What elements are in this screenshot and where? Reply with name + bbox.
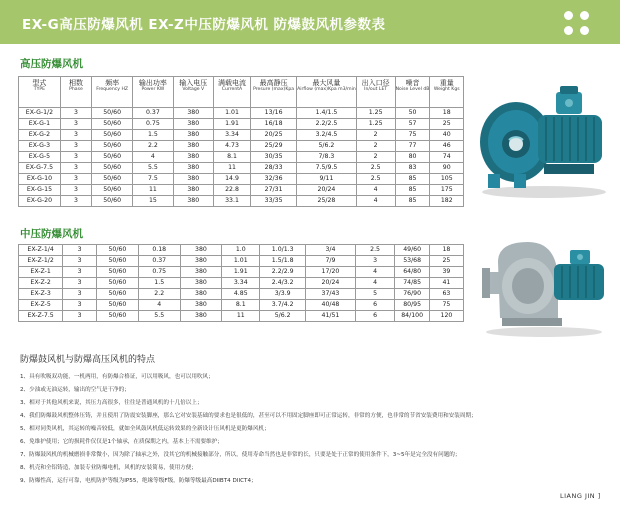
table-row: [19, 152, 464, 163]
table-cell: EX-G-20: [19, 196, 61, 207]
table-cell: 5/6.2: [260, 311, 306, 322]
table-row: [19, 278, 464, 289]
table-row: [19, 289, 464, 300]
table-cell: EX-G-3: [19, 141, 61, 152]
table-cell: 1.01: [222, 256, 260, 267]
table-cell: 380: [180, 256, 222, 267]
table-cell: 25/28: [297, 196, 357, 207]
mid-pressure-blower-image: [478, 232, 610, 338]
table-cell: 8.1: [222, 300, 260, 311]
table-cell: 3: [63, 311, 97, 322]
table-cell: 85: [395, 174, 430, 185]
table-cell: 7.5/9.5: [297, 163, 357, 174]
table-cell: 3: [63, 267, 97, 278]
table-cell: 380: [173, 163, 213, 174]
table-cell: 80/95: [395, 300, 429, 311]
table-cell: 3: [63, 278, 97, 289]
feature-item: 9、防爆性高，运行可靠，电机防护等级为IP55，绝缘等级F级，防爆等级最高DIIBT4 DIICT4；: [20, 478, 257, 484]
table-cell: 380: [173, 130, 213, 141]
table-cell: 380: [180, 278, 222, 289]
table-cell: 74: [430, 152, 464, 163]
feature-item: 5、相对同类风机，其运转的噪音较低，就如全风鼓风机低运转效果的全新设计压风机是更防爆风机；: [20, 426, 270, 432]
column-header-cn: 相数: [68, 79, 83, 87]
column-header: [92, 77, 133, 108]
table-cell: 380: [180, 245, 222, 256]
table-cell: 90: [430, 163, 464, 174]
table-cell: 75: [395, 130, 430, 141]
column-header-en: Frequency HZ: [96, 87, 129, 92]
table-cell: 4: [356, 185, 395, 196]
feature-item: 2、少油或无油运转，输出的空气是干净的；: [20, 387, 130, 393]
column-header: [19, 77, 61, 108]
table-cell: 3: [63, 289, 97, 300]
column-header-cn: 满载电流: [218, 79, 246, 87]
table-cell: 380: [180, 289, 222, 300]
table-cell: 1.5: [133, 130, 173, 141]
column-header-en: Weight Kgs: [433, 87, 460, 92]
column-header: [430, 77, 464, 108]
table-cell: 2: [356, 141, 395, 152]
column-header: [297, 77, 357, 108]
table-cell: 3: [60, 174, 91, 185]
table-cell: 64/80: [395, 267, 429, 278]
table-cell: 3: [60, 141, 91, 152]
table-cell: 182: [430, 196, 464, 207]
table-cell: 380: [173, 185, 213, 196]
column-header-en: Noise Level dB: [395, 87, 430, 92]
table-cell: 3: [63, 245, 97, 256]
table-cell: 1.01: [213, 108, 250, 119]
table-cell: 3: [60, 163, 91, 174]
table-cell: 84/100: [395, 311, 429, 322]
feature-item: 4、我们防爆鼓风机整体压铸，并且使用了防震安装脚座，那么它对安装基础的要求也是很低的，甚至可以不用固定脚座即可正常运转，非常的方便，也非常的节省安装费用和安装周期；: [20, 413, 477, 419]
table-cell: 3: [60, 130, 91, 141]
table-cell: 50: [395, 108, 430, 119]
column-header: [133, 77, 173, 108]
column-header-en: Voltage V: [182, 87, 205, 92]
table-cell: 9/11: [297, 174, 357, 185]
table-cell: 7/9: [306, 256, 356, 267]
table-cell: 16/18: [251, 119, 297, 130]
table-cell: 4: [355, 267, 395, 278]
table-row: [19, 245, 464, 256]
table-cell: 7.5: [133, 174, 173, 185]
table-cell: 2.2/2.9: [260, 267, 306, 278]
column-header-en: Airflow (max)Kpa m3/min: [297, 87, 356, 92]
table-row: [19, 119, 464, 130]
column-header-cn: 频率: [105, 79, 120, 87]
table-cell: EX-G-1/2: [19, 108, 61, 119]
table-cell: 50/60: [92, 185, 133, 196]
table-cell: 46: [430, 141, 464, 152]
table-cell: 3: [60, 185, 91, 196]
page-title: EX-G高压防爆风机 EX-Z中压防爆风机 防爆鼓风机参数表: [22, 17, 386, 33]
table-cell: 380: [173, 119, 213, 130]
dots-icon: [563, 10, 591, 36]
table-cell: 6: [355, 311, 395, 322]
table-cell: 4.73: [213, 141, 250, 152]
table-cell: 2.2: [138, 289, 180, 300]
table-cell: 1.5: [138, 278, 180, 289]
table-cell: 4: [355, 278, 395, 289]
table-cell: 28/33: [251, 163, 297, 174]
table-cell: EX-Z-3: [19, 289, 63, 300]
column-header-en: CurrentA: [221, 87, 243, 92]
table-cell: 5: [355, 289, 395, 300]
features-title: 防爆鼓风机与防爆高压风机的特点: [20, 355, 156, 365]
table-cell: 5.5: [138, 311, 180, 322]
table-cell: 30/35: [251, 152, 297, 163]
table-cell: 3.2/4.5: [297, 130, 357, 141]
table-cell: 37/43: [306, 289, 356, 300]
table-cell: 4: [133, 152, 173, 163]
table-cell: 380: [173, 141, 213, 152]
section-title-high: 高压防爆风机: [20, 58, 83, 70]
table-cell: 49/60: [395, 245, 429, 256]
table-cell: EX-Z-7.5: [19, 311, 63, 322]
table-cell: 175: [430, 185, 464, 196]
table-cell: EX-G-15: [19, 185, 61, 196]
table-cell: 8.1: [213, 152, 250, 163]
table-cell: 2: [356, 130, 395, 141]
table-cell: 17/20: [306, 267, 356, 278]
table-cell: 25: [429, 256, 463, 267]
table-cell: 50/60: [96, 300, 138, 311]
column-header-cn: 输入电压: [179, 79, 208, 87]
column-header-cn: 噪音: [405, 79, 420, 87]
table-cell: 3.7/4.2: [260, 300, 306, 311]
table-cell: 27/31: [251, 185, 297, 196]
column-header-cn: 型式: [32, 79, 47, 87]
table-row: [19, 163, 464, 174]
table-cell: 1.0/1.3: [260, 245, 306, 256]
table-cell: 11: [133, 185, 173, 196]
column-header-en: Phase: [69, 87, 83, 92]
feature-item: 6、免维护使用；它的损耗件仅仅是1个轴承，在质保期之内，基本上不需要维护；: [20, 439, 223, 445]
table-row: [19, 256, 464, 267]
table-cell: 14.9: [213, 174, 250, 185]
table-row: [19, 311, 464, 322]
table-cell: 3/4: [306, 245, 356, 256]
table-cell: EX-G-2: [19, 130, 61, 141]
table-cell: 0.37: [133, 108, 173, 119]
table-cell: 50/60: [96, 256, 138, 267]
table-cell: EX-Z-2: [19, 278, 63, 289]
table-cell: 40/48: [306, 300, 356, 311]
table-cell: 4.85: [222, 289, 260, 300]
table-cell: 0.75: [138, 267, 180, 278]
table-cell: 50/60: [92, 152, 133, 163]
table-cell: 32/36: [251, 174, 297, 185]
table-cell: 77: [395, 141, 430, 152]
table-cell: EX-G-10: [19, 174, 61, 185]
table-cell: 50/60: [92, 141, 133, 152]
column-header-cn: 最高静压: [259, 79, 288, 87]
table-cell: 74/85: [395, 278, 429, 289]
table-cell: EX-G-7.5: [19, 163, 61, 174]
table-cell: 380: [173, 174, 213, 185]
table-cell: EX-Z-1: [19, 267, 63, 278]
table-cell: 85: [395, 185, 430, 196]
table-cell: 380: [180, 300, 222, 311]
table-cell: 2: [356, 152, 395, 163]
feature-item: 7、防爆鼓风机的机械磨损非常微小，因为除了轴承之外，没其它的机械接触部分，所以，使用寿命当然也是非常的长，只要是处于正常的使用条件下，3~5年是完全没有问题的；: [20, 452, 461, 458]
feature-item: 1、具有吹吸双功能，一机两用，有防爆合格证，可以用吸风，也可以用吹风；: [20, 374, 214, 380]
table-cell: 11: [213, 163, 250, 174]
table-cell: 75: [429, 300, 463, 311]
table-cell: 15: [133, 196, 173, 207]
table-cell: 13/16: [251, 108, 297, 119]
table-cell: 1.0: [222, 245, 260, 256]
table-cell: 1.5/1.8: [260, 256, 306, 267]
table-cell: 83: [395, 163, 430, 174]
table-cell: 50/60: [92, 163, 133, 174]
table-cell: 50/60: [92, 174, 133, 185]
table-cell: 50/60: [92, 130, 133, 141]
table-row: [19, 185, 464, 196]
table-cell: 18: [430, 108, 464, 119]
spec-table-mid: [18, 244, 464, 322]
table-row: [19, 141, 464, 152]
section-title-mid: 中压防爆风机: [20, 228, 83, 240]
table-cell: 57: [395, 119, 430, 130]
table-cell: 7/8.3: [297, 152, 357, 163]
table-cell: 41: [429, 278, 463, 289]
table-row: [19, 196, 464, 207]
column-header-cn: 最大风量: [312, 79, 341, 87]
table-cell: 2.5: [356, 163, 395, 174]
table-cell: 50/60: [96, 267, 138, 278]
table-cell: 5/6.2: [297, 141, 357, 152]
table-cell: 63: [429, 289, 463, 300]
table-cell: 22.8: [213, 185, 250, 196]
table-row: [19, 174, 464, 185]
table-cell: 50/60: [96, 245, 138, 256]
table-row: [19, 108, 464, 119]
table-cell: 0.75: [133, 119, 173, 130]
column-header-en: In/out LET: [364, 87, 388, 92]
column-header-en: Power KW: [141, 87, 165, 92]
table-cell: 33.1: [213, 196, 250, 207]
table-cell: 4: [138, 300, 180, 311]
table-cell: 2.5: [355, 245, 395, 256]
table-cell: 380: [180, 311, 222, 322]
table-cell: 50/60: [92, 119, 133, 130]
table-cell: 50/60: [92, 108, 133, 119]
table-cell: 4: [356, 196, 395, 207]
column-header: [395, 77, 430, 108]
table-cell: 2.2/2.5: [297, 119, 357, 130]
table-row: [19, 300, 464, 311]
table-cell: 1.91: [222, 267, 260, 278]
table-cell: 0.37: [138, 256, 180, 267]
table-cell: 0.18: [138, 245, 180, 256]
table-cell: EX-G-5: [19, 152, 61, 163]
table-cell: 3.34: [222, 278, 260, 289]
table-cell: 1.4/1.5: [297, 108, 357, 119]
table-cell: EX-Z-1/2: [19, 256, 63, 267]
table-cell: EX-Z-1/4: [19, 245, 63, 256]
feature-item: 8、机壳和全铝铸造，加装专业防爆电机，风机的安装简易，使用方便；: [20, 465, 197, 471]
table-cell: 40: [430, 130, 464, 141]
column-header-cn: 出入口径: [361, 79, 390, 87]
table-cell: 3/3.9: [260, 289, 306, 300]
table-row: [19, 130, 464, 141]
table-cell: 53/68: [395, 256, 429, 267]
column-header: [251, 77, 297, 108]
table-cell: 20/25: [251, 130, 297, 141]
table-cell: 18: [429, 245, 463, 256]
table-cell: 1.25: [356, 108, 395, 119]
table-cell: 380: [173, 196, 213, 207]
table-cell: 2.4/3.2: [260, 278, 306, 289]
table-cell: 76/90: [395, 289, 429, 300]
column-header-cn: 重量: [439, 79, 454, 87]
brand-mark: LIANG JIN ]: [560, 492, 601, 500]
table-cell: 80: [395, 152, 430, 163]
table-cell: 3: [355, 256, 395, 267]
table-cell: 50/60: [92, 196, 133, 207]
high-pressure-blower-image: [474, 80, 614, 200]
header-bar: [0, 0, 620, 44]
table-cell: 380: [173, 108, 213, 119]
table-cell: 1.91: [213, 119, 250, 130]
table-cell: 41/51: [306, 311, 356, 322]
table-cell: EX-G-1: [19, 119, 61, 130]
column-header-en: Presure (max)Kpa: [253, 87, 295, 92]
table-cell: 20/24: [306, 278, 356, 289]
table-cell: 50/60: [96, 311, 138, 322]
table-cell: 50/60: [96, 289, 138, 300]
table-cell: 3: [60, 108, 91, 119]
table-cell: 3.34: [213, 130, 250, 141]
table-cell: 6: [355, 300, 395, 311]
column-header-cn: 输出功率: [138, 79, 167, 87]
spec-table-high: [18, 76, 464, 207]
table-cell: 5.5: [133, 163, 173, 174]
table-cell: 25/29: [251, 141, 297, 152]
table-cell: 11: [222, 311, 260, 322]
table-cell: 380: [173, 152, 213, 163]
table-cell: 25: [430, 119, 464, 130]
table-row: [19, 267, 464, 278]
table-cell: 85: [395, 196, 430, 207]
table-cell: 20/24: [297, 185, 357, 196]
table-cell: 2.2: [133, 141, 173, 152]
column-header: [356, 77, 395, 108]
table-cell: 2.5: [356, 174, 395, 185]
table-cell: 3: [60, 152, 91, 163]
table-cell: 1.25: [356, 119, 395, 130]
table-cell: 380: [180, 267, 222, 278]
table-cell: 33/35: [251, 196, 297, 207]
table-cell: EX-Z-5: [19, 300, 63, 311]
table-cell: 50/60: [96, 278, 138, 289]
table-cell: 3: [60, 119, 91, 130]
table-cell: 120: [429, 311, 463, 322]
table-cell: 39: [429, 267, 463, 278]
table-cell: 3: [63, 256, 97, 267]
feature-item: 3、相对于其他风机来说，其压力高很多，往往是普通风机的十几倍以上；: [20, 400, 203, 406]
column-header: [173, 77, 213, 108]
column-header: [60, 77, 91, 108]
column-header: [213, 77, 250, 108]
table-cell: 105: [430, 174, 464, 185]
table-cell: 3: [63, 300, 97, 311]
table-cell: 3: [60, 196, 91, 207]
column-header-en: TYPE: [33, 87, 46, 92]
